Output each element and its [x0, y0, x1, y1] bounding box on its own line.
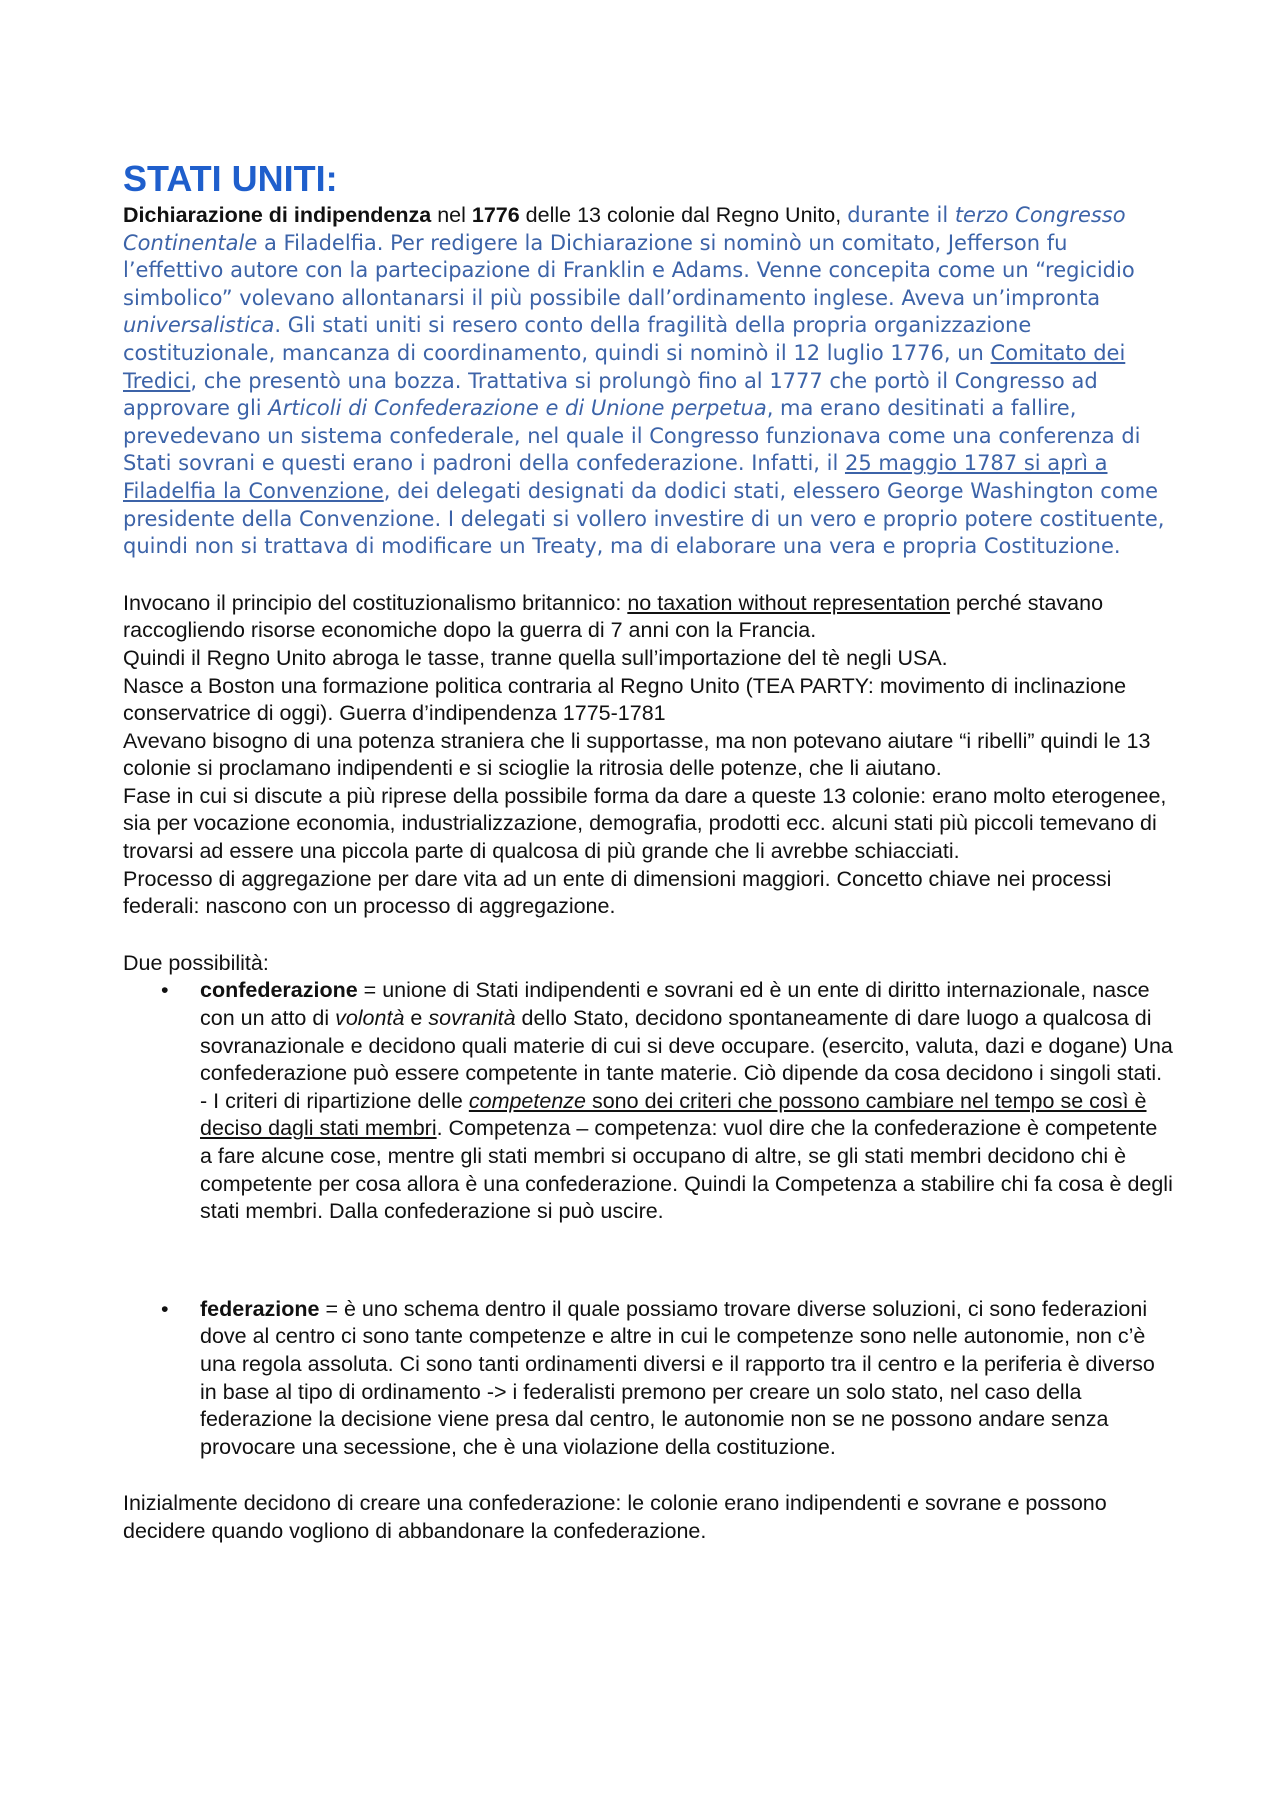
body-underline: no taxation without representation [627, 590, 951, 615]
document-content [123, 158, 1173, 1546]
list-item-federazione [123, 1296, 1173, 1462]
intro-bold-year: 1776 [471, 203, 520, 227]
item-text: = unione di Stati indipendenti e sovrani ed è un ente di diritto internazionale, nasce con un atto di [200, 978, 1150, 1031]
list-item-confederazione [123, 977, 1173, 1225]
bullet-icon: • [161, 1296, 169, 1321]
item-text: = è uno schema dentro il quale possiamo trovare diverse soluzioni, ci sono federazioni dove al centro ci sono tante competenze e altre in cui le competenze sono nelle autonomie, non c’è una regola assoluta. Ci sono tanti ordinamenti diversi e il rapporto tra il centro e la periferia è diverso in base al tipo di ordinamento -> i federalisti premono per creare un solo stato, nel caso della federazione la decisione viene presa dal centro, le autonomie non se ne possono andare senza provocare una secessione, che è una violazione della costituzione. [200, 1296, 1155, 1459]
intro-bold-term: Dichiarazione di indipendenza [123, 203, 432, 227]
intro-paragraph [123, 202, 1173, 561]
intro-text: nel [431, 203, 472, 227]
item-text: . Competenza – competenza: vuol dire che la confederazione è competente a fare alcune cose, mentre gli stati membri si occupano di altre, se gli stati membri decidono chi è competente per cosa allora è una confederazione. Quindi la Competenza a stabilire chi fa cosa è degli stati membri. Dalla confederazione si può uscire. [200, 1116, 1173, 1224]
bullet-icon: • [161, 978, 169, 1003]
list-intro: Due possibilità: [123, 950, 269, 975]
blue-italic: Articoli di Confederazione e di Unione perpetua [268, 396, 767, 421]
body-paragraph-4: Avevano bisogno di una potenza straniera che li supportasse, ma non potevano aiutare “i ribelli” quindi le 13 colonie si proclamano indipendenti e si scioglie la ritrosia delle potenze, che li aiutano. [123, 728, 1151, 781]
item-italic: sovranità [428, 1006, 516, 1031]
bullet-list [123, 977, 1173, 1461]
blue-italic: universalistica [123, 313, 275, 338]
item-text: e [404, 1006, 429, 1031]
body-paragraph-2: Quindi il Regno Unito abroga le tasse, tranne quella sull’importazione del tè negli USA. [123, 645, 948, 670]
intro-blue-text [123, 203, 1164, 558]
blue-underline: Comitato dei Tredici [123, 340, 1126, 393]
body-paragraph-5: Fase in cui si discute a più riprese della possibile forma da dare a queste 13 colonie: erano molto eterogenee, sia per vocazione economia, industrializzazione, demografia, prodotti ecc. alcuni stati più piccoli temevano di trovarsi ad essere una piccola parte di qualcosa di più grande che li avrebbe schiacciati. [123, 783, 1167, 864]
spacer [123, 1461, 1173, 1490]
item-underline-text: sono dei criteri che possono cambiare nel tempo se così è deciso dagli stati membri [200, 1088, 1147, 1141]
conclusion-paragraph: Inizialmente decidono di creare una confederazione: le colonie erano indipendenti e sovrane e possono decidere quando vogliono di abbandonare la confederazione. [123, 1491, 1107, 1543]
spacer [123, 561, 1173, 590]
blue-text: , dei delegati designati da dodici stati, elessero George Washington come presidente della Convenzione. I delegati si vollero investire di un vero e proprio potere costituente, quindi non si trattava di modificare un Treaty, ma di elaborare una vera e propria Costituzione. [123, 478, 1165, 559]
term-bold: federazione [200, 1296, 320, 1321]
item-underline-italic: competenze [468, 1088, 586, 1113]
item-italic: volontà [335, 1006, 405, 1031]
body-paragraph-1 [123, 590, 1173, 645]
blue-text: durante il [847, 203, 955, 227]
page-title: STATI UNITI: [123, 158, 338, 199]
body-paragraph-6: Processo di aggregazione per dare vita ad un ente di dimensioni maggiori. Concetto chiave nei processi federali: nascono con un processo di aggregazione. [123, 866, 1112, 919]
blue-text: . Gli stati uniti si resero conto della fragilità della propria organizzazione costituzionale, mancanza di coordinamento, quindi si nominò il 12 luglio 1776, un [123, 313, 1032, 365]
spacer [123, 921, 1173, 950]
body-text: Invocano il principio del costituzionalismo britannico: [123, 590, 628, 615]
spacer [123, 1226, 1173, 1296]
term-bold: confederazione [200, 978, 358, 1003]
blue-text: , ma erano desitinati a fallire, prevedevano un sistema confederale, nel quale il Congresso funzionava come una conferenza di Stati sovrani e questi erano i padroni della confederazione. Infatti, il [123, 396, 1141, 476]
blue-text: a Filadelfia. Per redigere la Dichiarazione si nominò un comitato, Jefferson fu l’effettivo autore con la partecipazione di Franklin e Adams. Venne concepita come un “regicidio simbolico” volevano allontanarsi il più possibile dall’ordinamento inglese. Aveva un’impronta [123, 230, 1135, 310]
body-text: perché stavano raccogliendo risorse economiche dopo la guerra di 7 anni con la Francia. [123, 590, 1104, 643]
blue-underline: 25 maggio 1787 si aprì a Filadelfia la Convenzione [123, 451, 1108, 503]
blue-text: , che presentò una bozza. Trattativa si prolungò fino al 1777 che portò il Congresso ad approvare gli [123, 368, 1098, 421]
item-text: dello Stato, decidono spontaneamente di dare luogo a qualcosa di sovranazionale e decidono quali materie di cui si deve occupare. (esercito, valuta, dazi e dogane) Una confederazione può essere competente in tante materie. Ciò dipende da cosa decidono i singoli stati. - I criteri di ripartizione delle [200, 1006, 1173, 1113]
intro-text: delle 13 colonie dal Regno Unito, [519, 203, 848, 227]
blue-italic: terzo Congresso Continentale [123, 203, 1126, 255]
body-paragraph-3: Nasce a Boston una formazione politica contraria al Regno Unito (TEA PARTY: movimento di inclinazione conservatrice di oggi). Guerra d’indipendenza 1775-1781 [123, 673, 1127, 726]
